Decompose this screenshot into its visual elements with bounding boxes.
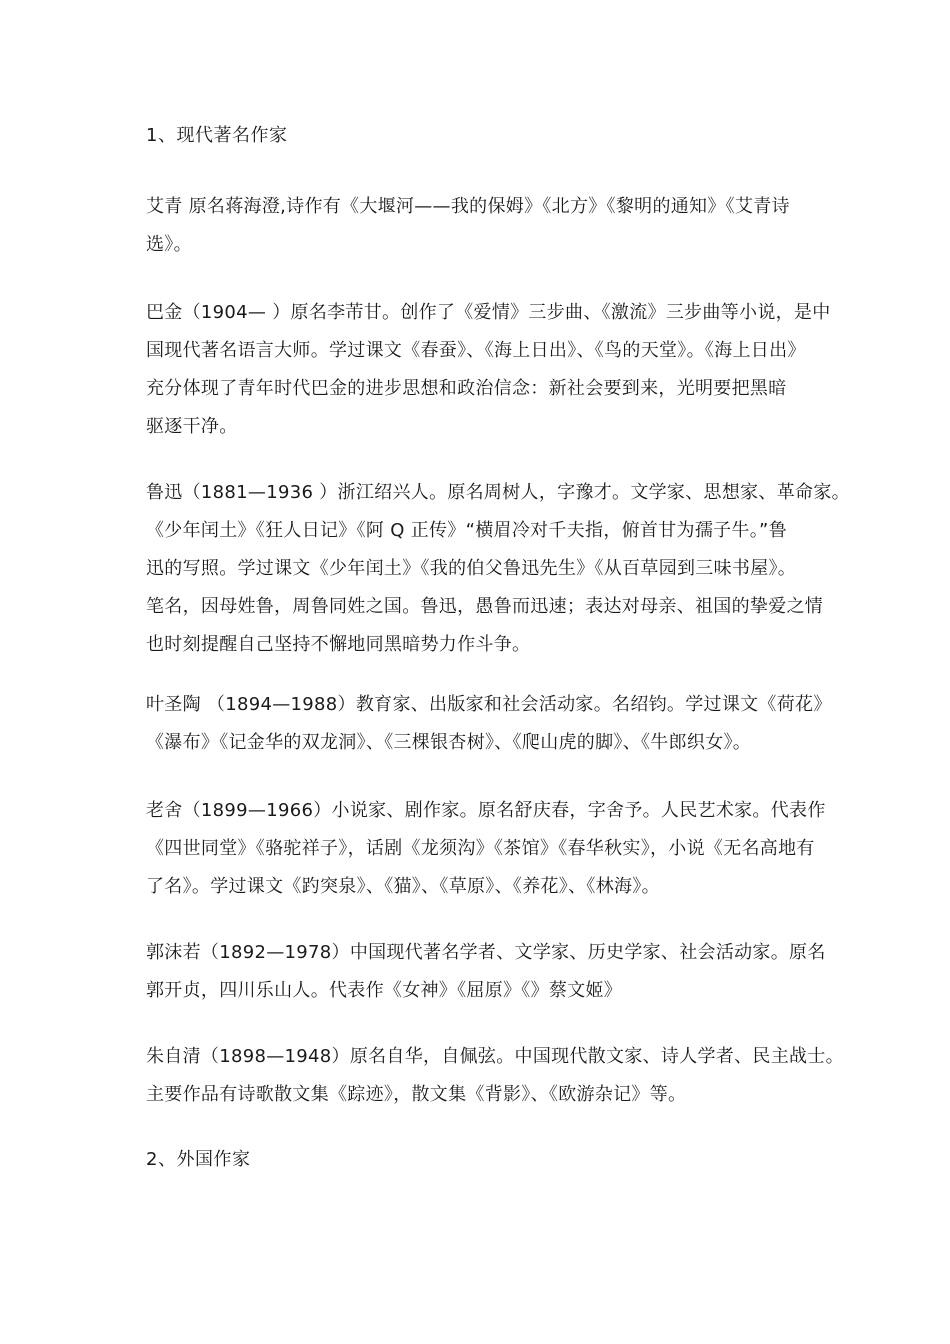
paragraph-laoshe: [146, 792, 826, 906]
text-line: 迅的写照。学过课文《少年闰土》《我的伯父鲁迅先生》《从百草园到三味书屋》。: [146, 558, 797, 579]
text-line: 了名》。学过课文《趵突泉》、《猫》、《草原》、《养花》、《林海》。: [146, 876, 660, 897]
text-line: 郭开贞，四川乐山人。代表作《女神》《屈原》《》蔡文姬》: [146, 980, 623, 1001]
text-line: 也时刻提醒自己坚持不懈地同黑暗势力作斗争。: [146, 634, 531, 655]
text-line: 《四世同堂》《骆驼祥子》，话剧《龙须沟》《茶馆》《春华秋实》，小说《无名高地有: [146, 838, 815, 859]
text-line: 笔名，因母姓鲁，周鲁同姓之国。鲁迅，愚鲁而迅速；表达对母亲、祖国的挚爱之情: [146, 596, 824, 617]
text-line: 叶圣陶 （1894—1988）教育家、出版家和社会活动家。名绍钧。学过课文《荷花》: [146, 694, 832, 715]
text-line: 鲁迅（1881—1936 ）浙江绍兴人。原名周树人，字豫才。文学家、思想家、革命家。: [146, 482, 850, 503]
text-line: 选》。: [146, 234, 192, 255]
paragraph-yeshengtao: [146, 686, 832, 762]
paragraph-luxun: [146, 474, 850, 664]
paragraph-bajin: [146, 294, 831, 446]
section-heading-modern-writers: 1、现代著名作家: [146, 125, 288, 146]
paragraph-aiqing: [146, 188, 806, 264]
text-line: 《少年闰土》《狂人日记》《阿 Q 正传》“横眉冷对千夫指，俯首甘为孺子牛。”鲁: [146, 520, 787, 541]
paragraph-zhuziqing: [146, 1038, 844, 1114]
text-line: 驱逐干净。: [146, 416, 238, 437]
text-line: 主要作品有诗歌散文集《踪迹》，散文集《背影》、《欧游杂记》等。: [146, 1084, 687, 1105]
paragraph-guomoruo: [146, 934, 826, 1010]
section-heading-foreign-writers: 2、外国作家: [146, 1149, 251, 1170]
text-line: 艾青 原名蒋海澄,诗作有《大堰河——我的保姆》《北方》《黎明的通知》《艾青诗: [146, 196, 790, 217]
text-line: 国现代著名语言大师。学过课文《春蚕》、《海上日出》、《鸟的天堂》。《海上日出》: [146, 340, 806, 361]
text-line: 郭沫若（1892—1978）中国现代著名学者、文学家、历史学家、社会活动家。原名: [146, 942, 826, 963]
text-line: 充分体现了青年时代巴金的进步思想和政治信念：新社会要到来，光明要把黑暗: [146, 378, 787, 399]
text-line: 老舍（1899—1966）小说家、剧作家。原名舒庆春，字舍予。人民艺术家。代表作: [146, 800, 826, 821]
text-line: 《瀑布》《记金华的双龙洞》、《三棵银杏树》、《爬山虎的脚》、《牛郎织女》。: [146, 732, 752, 753]
text-line: 朱自清（1898—1948）原名自华，自佩弦。中国现代散文家、诗人学者、民主战士。: [146, 1046, 844, 1067]
text-line: 巴金（1904— ）原名李芾甘。创作了《爱情》三步曲、《激流》三步曲等小说，是中: [146, 302, 831, 323]
